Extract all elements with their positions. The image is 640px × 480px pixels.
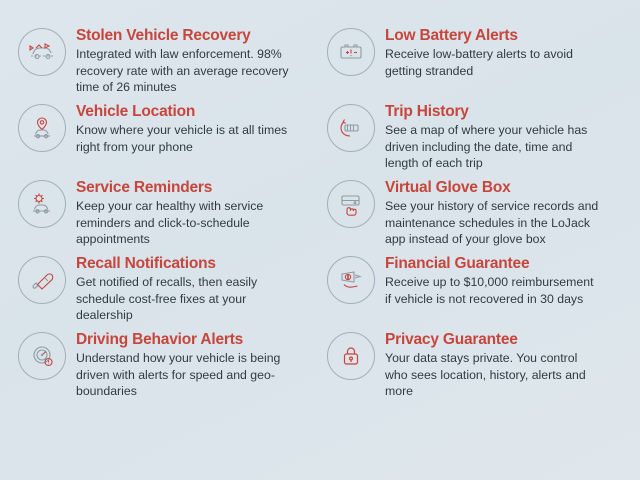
- lock-icon: [327, 332, 375, 380]
- feature-grid: [18, 26, 622, 399]
- feature-title: Low Battery Alerts: [385, 27, 518, 44]
- feature-title: Stolen Vehicle Recovery: [76, 27, 251, 44]
- feature-trip-history: [327, 102, 622, 171]
- glove-box-hand-icon: [327, 180, 375, 228]
- feature-service-reminders: [18, 178, 313, 247]
- feature-text: [76, 254, 291, 323]
- feature-recall-notifications: [18, 254, 313, 323]
- feature-description: Get notified of recalls, then easily schedule cost-free fixes at your dealership: [76, 275, 258, 322]
- feature-text: [76, 178, 291, 247]
- feature-text: [76, 102, 291, 155]
- feature-title: Service Reminders: [76, 179, 213, 197]
- battery-alert-icon: [327, 28, 375, 76]
- feature-title: Virtual Glove Box: [385, 179, 511, 197]
- speedometer-alert-icon: [18, 332, 66, 380]
- feature-description: Integrated with law enforcement. 98% recovery rate with an average recovery time of 26 minutes: [76, 47, 289, 94]
- feature-vehicle-location: [18, 102, 313, 171]
- feature-description: See your history of service records and maintenance schedules in the LoJack app instead of your glove box: [385, 199, 599, 246]
- feature-description: Receive up to $10,000 reimbursement if vehicle is not recovered in 30 days: [385, 275, 594, 306]
- feature-text: [385, 330, 603, 399]
- feature-privacy-guarantee: [327, 330, 622, 399]
- feature-text: [385, 254, 603, 307]
- feature-text: [76, 26, 291, 95]
- feature-description: Keep your car healthy with service reminders and click-to-schedule appointments: [76, 199, 264, 246]
- map-pin-car-icon: [18, 104, 66, 152]
- feature-description: Your data stays private. You control who sees location, history, alerts and more: [385, 351, 586, 398]
- feature-text: [385, 26, 603, 79]
- feature-title: Financial Guarantee: [385, 255, 530, 273]
- vehicle-recovery-icon: [18, 28, 66, 76]
- feature-title: Vehicle Location: [76, 103, 196, 121]
- money-hand-icon: [327, 256, 375, 304]
- feature-description: Understand how your vehicle is being driven with alerts for speed and geo-boundaries: [76, 351, 281, 398]
- feature-low-battery-alerts: [327, 26, 622, 95]
- feature-title: Trip History: [385, 103, 469, 121]
- feature-text: [385, 102, 603, 171]
- feature-description: Know where your vehicle is at all times right from your phone: [76, 123, 288, 154]
- feature-description: See a map of where your vehicle has driven including the date, time and length of each trip: [385, 123, 588, 170]
- trip-history-icon: [327, 104, 375, 152]
- feature-description: Receive low-battery alerts to avoid getting stranded: [385, 47, 573, 78]
- feature-text: [76, 330, 291, 399]
- gear-car-icon: [18, 180, 66, 228]
- feature-stolen-vehicle-recovery: [18, 26, 313, 95]
- feature-financial-guarantee: [327, 254, 622, 323]
- feature-title: Recall Notifications: [76, 255, 216, 273]
- feature-virtual-glove-box: [327, 178, 622, 247]
- feature-text: [385, 178, 603, 247]
- megaphone-icon: [18, 256, 66, 304]
- feature-title: Driving Behavior Alerts: [76, 331, 244, 349]
- feature-title: Privacy Guarantee: [385, 331, 518, 349]
- feature-driving-behavior-alerts: [18, 330, 313, 399]
